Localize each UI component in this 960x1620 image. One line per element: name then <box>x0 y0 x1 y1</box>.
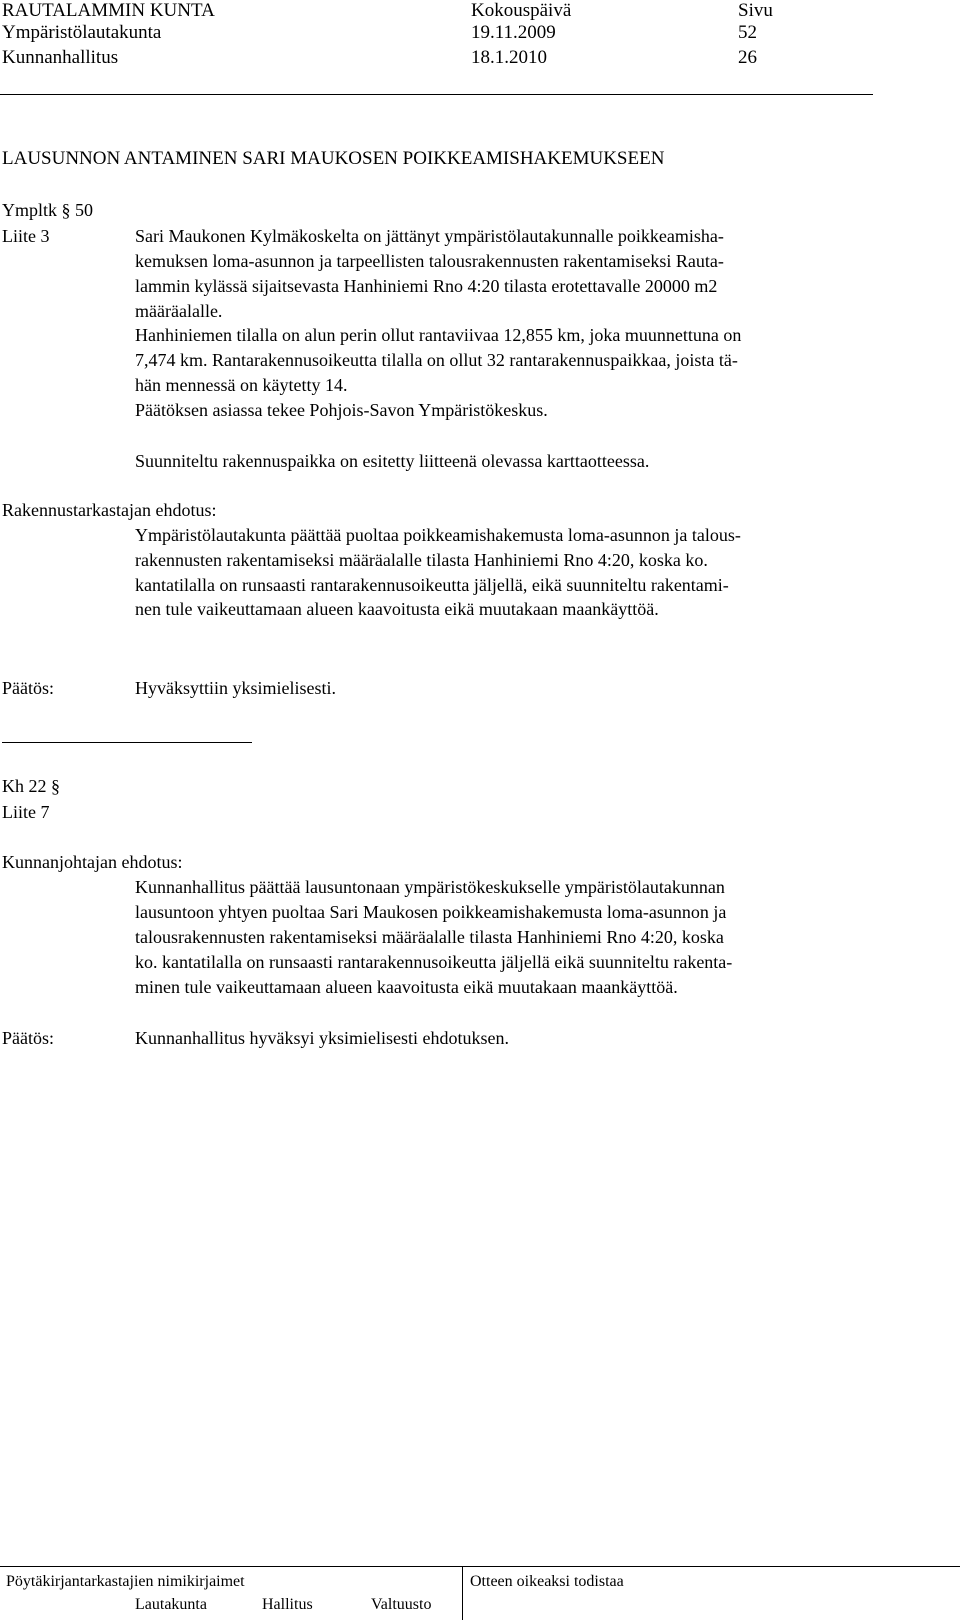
section2-decision: Kunnanhallitus hyväksyi yksimielisesti ehdotuksen. <box>135 1028 509 1048</box>
section1-p4: Suunniteltu rakennuspaikka on esitetty liitteenä olevassa karttaotteessa. <box>135 451 650 471</box>
certified-copy-label: Otteen oikeaksi todistaa <box>470 1573 624 1590</box>
header-page-2: 26 <box>738 47 757 68</box>
section1-ref: Ympltk § 50 <box>2 200 94 220</box>
section2-proposal-line2: lausuntoon yhtyen puoltaa Sari Maukosen poikkeamishakemusta loma-asunnon ja <box>135 902 727 922</box>
section2-proposal-line5: minen tule vaikeuttamaan alueen kaavoitusta eikä muutakaan maankäyttöä. <box>135 977 678 997</box>
signatures-label: Pöytäkirjantarkastajien nimikirjaimet <box>6 1573 245 1590</box>
section1-p3: Päätöksen asiassa tekee Pohjois-Savon Ympäristökeskus. <box>135 400 548 420</box>
section1-p1-line2: kemuksen loma-asunnon ja tarpeellisten talousrakennusten rakentamiseksi Rauta- <box>135 251 724 271</box>
section1-p2-line1: Hanhiniemen tilalla on alun perin ollut rantaviivaa 12,855 km, joka muunnettuna on <box>135 325 742 345</box>
footer-column-divider <box>462 1566 463 1620</box>
header-date-1: 19.11.2009 <box>471 22 556 43</box>
section2-proposal-line3: talousrakennusten rakentamiseksi määräalalle tilasta Hanhiniemi Rno 4:20, koska <box>135 927 724 947</box>
footer-top-line <box>0 1566 960 1567</box>
section1-proposal-line2: rakennusten rakentamiseksi määräalalle tilasta Hanhiniemi Rno 4:20, koska ko. <box>135 550 708 570</box>
signer-government: Hallitus <box>262 1596 313 1613</box>
section1-decision-label: Päätös: <box>2 678 54 698</box>
header-body-2: Kunnanhallitus <box>2 47 119 68</box>
section1-p2-line3: hän mennessä on käytetty 14. <box>135 375 348 395</box>
signer-board: Lautakunta <box>135 1596 207 1613</box>
header-divider <box>0 94 873 95</box>
section1-proposal-line1: Ympäristölautakunta päättää puoltaa poikkeamishakemusta loma-asunnon ja talous- <box>135 525 741 545</box>
section2-ref: Kh 22 § <box>2 776 60 796</box>
section1-p1-line3: lammin kylässä sijaitsevasta Hanhiniemi Rno 4:20 tilasta erotettavalle 20000 m2 <box>135 276 718 296</box>
section1-attachment: Liite 3 <box>2 226 50 246</box>
section2-proposal-line1: Kunnanhallitus päättää lausuntonaan ympäristökeskukselle ympäristölautakunnan <box>135 877 725 897</box>
section1-proposal-line4: nen tule vaikeuttamaan alueen kaavoitusta eikä muutakaan maankäyttöä. <box>135 599 659 619</box>
signer-council: Valtuusto <box>371 1596 432 1613</box>
section2-decision-label: Päätös: <box>2 1028 54 1048</box>
header-date-2: 18.1.2010 <box>471 47 547 68</box>
section1-decision: Hyväksyttiin yksimielisesti. <box>135 678 336 698</box>
document-title: LAUSUNNON ANTAMINEN SARI MAUKOSEN POIKKEAMISHAKEMUKSEEN <box>2 148 665 169</box>
section2-attachment: Liite 7 <box>2 802 50 822</box>
meeting-day-label: Kokouspäivä <box>471 0 572 21</box>
section-divider <box>2 742 252 743</box>
section1-proposal-line3: kantatilalla on runsaasti rantarakennusoikeutta jäljellä, eikä suunniteltu rakentami- <box>135 575 729 595</box>
section2-proposal-line4: ko. kantatilalla on runsaasti rantarakennusoikeutta jäljellä eikä suunniteltu rakenta- <box>135 952 733 972</box>
header-body-1: Ympäristölautakunta <box>2 22 162 43</box>
section1-p1-line1: Sari Maukonen Kylmäkoskelta on jättänyt ympäristölautakunnalle poikkeamisha- <box>135 226 724 246</box>
section1-p1-line4: määräalalle. <box>135 301 223 321</box>
header-page-1: 52 <box>738 22 757 43</box>
page-label: Sivu <box>738 0 773 21</box>
section1-p2-line2: 7,474 km. Rantarakennusoikeutta tilalla on ollut 32 rantarakennuspaikkaa, joista tä- <box>135 350 738 370</box>
municipality-name: RAUTALAMMIN KUNTA <box>2 0 215 21</box>
building-inspector-proposal-label: Rakennustarkastajan ehdotus: <box>2 500 217 520</box>
municipal-manager-proposal-label: Kunnanjohtajan ehdotus: <box>2 852 183 872</box>
